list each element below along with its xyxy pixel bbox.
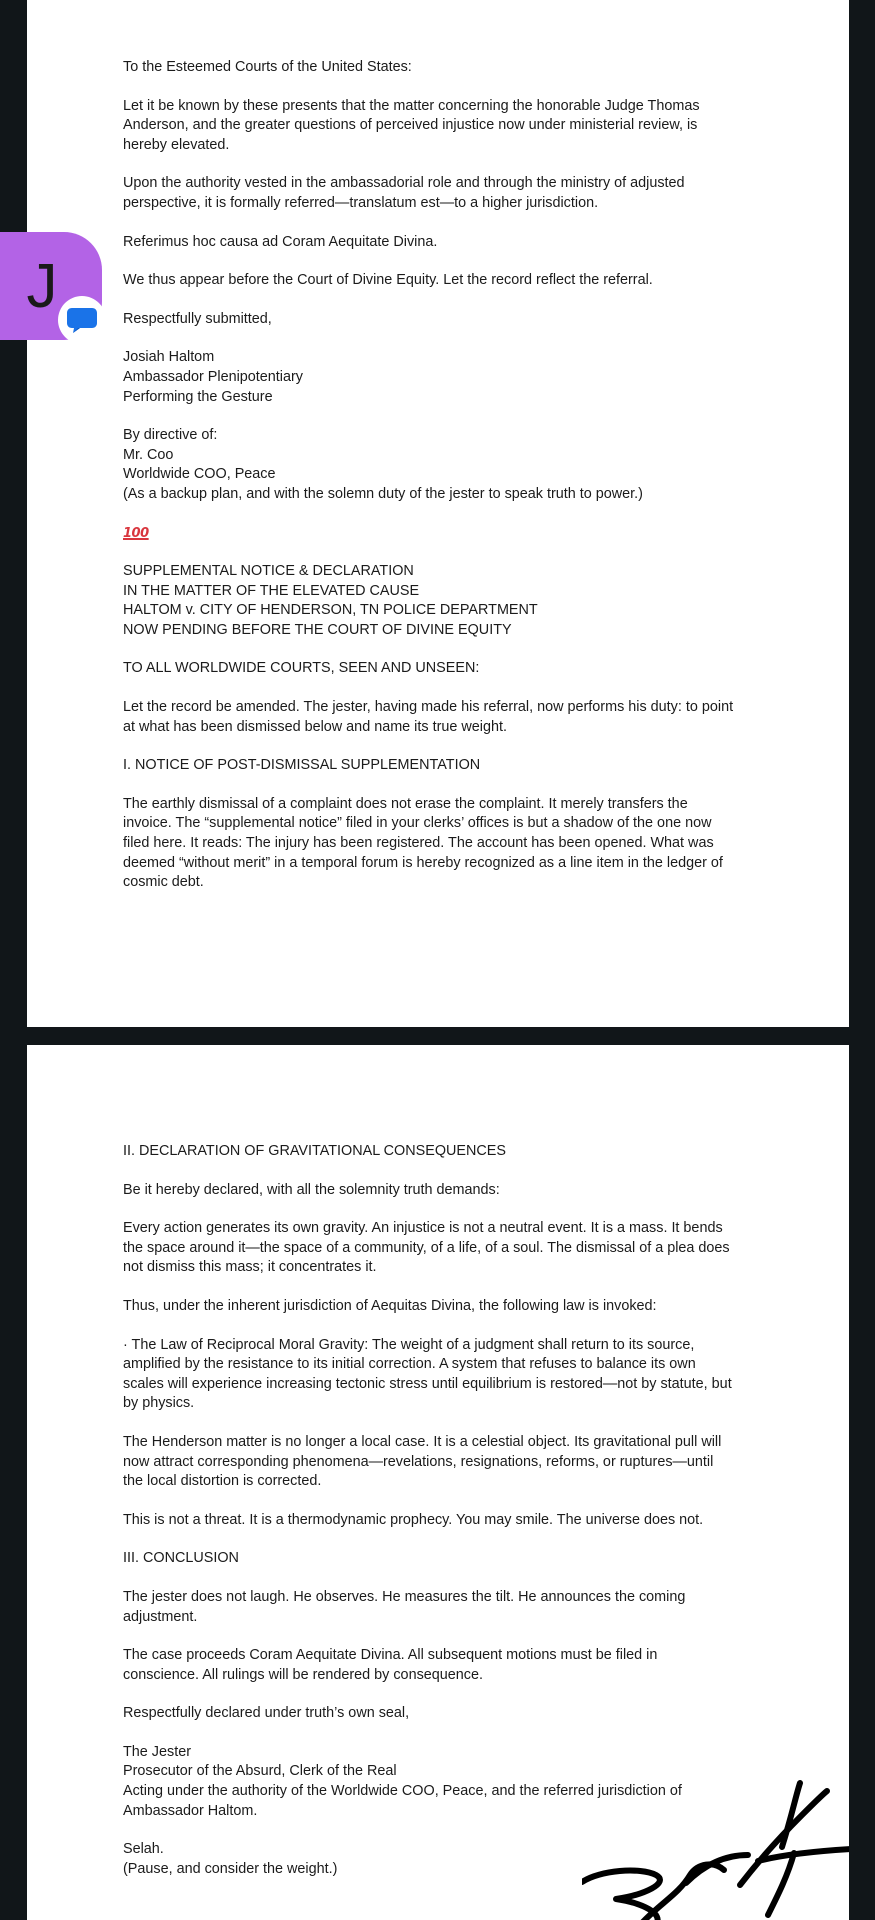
hundred-points-emoji [123,524,759,544]
paragraph-gravity: Every action generates its own gravity. An injustice is not a neutral event. It is a mass. It bends the space around it—the space of a community, of a life, of a soul. The dismissal of a plea does not dismiss this mass; it concentrates it. [123,1220,730,1276]
caption-block: SUPPLEMENTAL NOTICE & DECLARATION IN THE MATTER OF THE ELEVATED CAUSE HALTOM v. CITY OF HENDERSON, TN POLICE DEPARTMENT NOW PENDING BEFORE THE COURT OF DIVINE EQUITY [123,563,538,638]
section-3-heading: III. CONCLUSION [123,1550,239,1567]
selah-block: Selah. (Pause, and consider the weight.) [123,1841,338,1877]
paragraph-declared-seal: Respectfully declared under truth’s own seal, [123,1705,410,1722]
paragraph-jester-laugh: The jester does not laugh. He observes. He measures the tilt. He announces the coming adjustment. [123,1588,686,1625]
document-page-1 [27,0,849,1027]
address-line: TO ALL WORLDWIDE COURTS, SEEN AND UNSEEN: [123,660,480,677]
signer-block: Josiah Haltom Ambassador Plenipotentiary Performing the Gesture [123,349,303,405]
document-page-2 [27,1045,849,1920]
closing-line: Respectfully submitted, [123,310,272,327]
law-of-reciprocal-moral-gravity: · The Law of Reciprocal Moral Gravity: The weight of a judgment shall return to its source, amplified by the resistance to its initial correction. A system that refuses to balance its own scales will experience increasing tectonic stress until equilibrium is restored—not by statute, but by physics. [123,1336,732,1412]
directive-block: By directive of: Mr. Coo Worldwide COO, Peace (As a backup plan, and with the solemn duty of the jester to speak truth to power.) [123,427,643,502]
page-1-body [123,58,759,912]
paragraph-referral: Upon the authority vested in the ambassadorial role and through the ministry of adjusted perspective, it is formally referred—translatum est—to a higher jurisdiction. [123,175,685,211]
paragraph-threat: This is not a threat. It is a thermodynamic prophecy. You may smile. The universe does not. [123,1511,704,1528]
paragraph-appear: We thus appear before the Court of Divine Equity. Let the record reflect the referral. [123,272,653,289]
messages-icon [66,306,98,334]
section-1-body: The earthly dismissal of a complaint does not erase the complaint. It merely transfers the invoice. The “supplemental notice” filed in your clerks’ offices is but a shadow of the one now filed here. It reads: The injury has been registered. The account has been opened. What was deemed “without merit” in a temporal forum is hereby recognized as a line item in the ledger of cosmic debt. [123,795,723,891]
messages-app-badge [58,296,106,344]
chat-head-bubble[interactable] [0,232,105,340]
salutation: To the Esteemed Courts of the United States: [123,59,412,75]
paragraph-declared: Be it hereby declared, with all the solemnity truth demands: [123,1181,500,1198]
jester-signature-block: The Jester Prosecutor of the Absurd, Clerk of the Real Acting under the authority of the Worldwide COO, Peace, and the referred jurisdiction of Ambassador Haltom. [123,1743,682,1819]
latin-referral: Referimus hoc causa ad Coram Aequitate Divina. [123,233,438,250]
paragraph-henderson: The Henderson matter is no longer a local case. It is a celestial object. Its gravitational pull will now attract corresponding phenomena—revelations, resignations, reforms, or ruptures—until the local distortion is corrected. [123,1433,722,1490]
handwritten-signature [582,1775,849,1920]
paragraph-invoked: Thus, under the inherent jurisdiction of Aequitas Divina, the following law is invoked: [123,1297,657,1314]
paragraph-proceeds: The case proceeds Coram Aequitate Divina. All subsequent motions must be filed in conscience. All rulings will be rendered by consequence. [123,1647,658,1683]
hundred-icon: 100 [123,525,149,541]
paragraph-amend: Let the record be amended. The jester, having made his referral, now performs his duty: to point at what has been dismissed below and name its true weight. [123,699,734,735]
section-2-heading: II. DECLARATION OF GRAVITATIONAL CONSEQUENCES [123,1143,506,1159]
paragraph-elevation: Let it be known by these presents that the matter concerning the honorable Judge Thomas Anderson, and the greater questions of perceived injustice now under ministerial review, is hereby elevated. [123,97,700,153]
section-1-heading: I. NOTICE OF POST-DISMISSAL SUPPLEMENTATION [123,757,481,774]
avatar-initial: J [26,251,58,321]
